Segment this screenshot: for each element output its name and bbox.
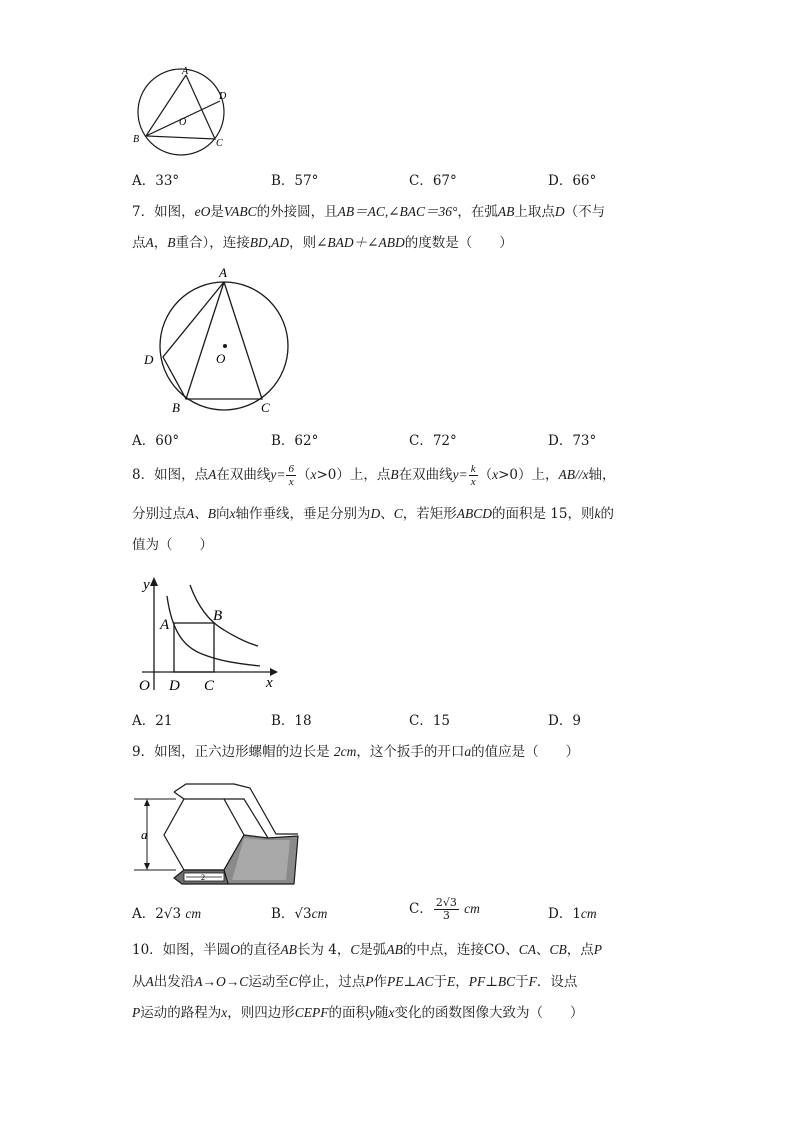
q6-option-d[interactable]: D．66°	[548, 173, 597, 189]
q10-text-line1: 10．如图，半圆O的直径AB长为 4，C是弧AB的中点，连接CO、CA、CB，点P	[132, 942, 603, 958]
q7-label-B: B	[172, 400, 180, 415]
q10-text-line3: P运动的路程为x，则四边形CEPF的面积y随x变化的函数图像大致为（ ）	[132, 1005, 584, 1021]
q9-option-c[interactable]: C． $\frac{2√3}{3}$ cm	[409, 896, 480, 922]
q8-option-b[interactable]: B．18	[271, 713, 312, 729]
q6-option-c[interactable]: C．67°	[409, 173, 457, 189]
q6-option-b[interactable]: B．57°	[271, 173, 319, 189]
q9-option-a[interactable]: A．2√3 cm	[132, 906, 202, 922]
q8-figure	[132, 572, 282, 696]
q8-option-a[interactable]: A．21	[132, 713, 173, 729]
q8-label-O: O	[139, 678, 150, 694]
q7-option-c[interactable]: C．72°	[409, 433, 457, 449]
q7-label-A: A	[219, 265, 227, 280]
q7-option-b[interactable]: B．62°	[271, 433, 319, 449]
q9-option-c-fraction: $\frac{2√3}{3}$	[435, 896, 457, 922]
q7-text-line1: 7．如图，eO是VABC的外接圆，且AB＝AC,∠BAC＝36°，在弧AB上取点D（不与	[132, 204, 606, 220]
q7-label-C: C	[261, 400, 270, 415]
q8-fraction-k-over-x: $\frac{k}{x}$	[470, 463, 476, 488]
q9-text-line1: 9．如图，正六边形螺帽的边长是 2cm，这个扳手的开口a的值应是（ ）	[132, 744, 580, 760]
q9-figure	[130, 780, 302, 888]
q8-option-d[interactable]: D．9	[548, 713, 581, 729]
q9-label-a: a	[141, 827, 148, 842]
q7-option-d[interactable]: D．73°	[548, 433, 597, 449]
q9-label-2: 2	[201, 873, 205, 882]
q7-label-O: O	[216, 351, 226, 366]
q6-label-B: B	[133, 134, 140, 145]
q8-label-B: B	[213, 608, 223, 624]
q7-figure	[138, 262, 298, 418]
q8-text-line1: 8．如图，点A在双曲线y= $\frac{6}{x}$ （x>0）上，点B在双曲线y= $\frac{k}{x}$ （x>0）上，AB//x轴，	[132, 463, 616, 488]
q8-text-line3: 值为（ ）	[132, 537, 213, 553]
q8-text-line2: 分别过点A、B向x轴作垂线，垂足分别为D、C，若矩形ABCD的面积是 15，则k的	[132, 506, 614, 522]
q6-option-a[interactable]: A．33°	[132, 173, 180, 189]
q8-label-D: D	[169, 678, 180, 694]
q9-option-b[interactable]: B．√3cm	[271, 906, 328, 922]
q8-option-c[interactable]: C．15	[409, 713, 451, 729]
q7-option-a[interactable]: A．60°	[132, 433, 180, 449]
q9-option-d[interactable]: D．1cm	[548, 906, 597, 922]
q6-label-C: C	[216, 138, 223, 149]
q6-label-D: D	[219, 91, 227, 102]
q10-text-line2: 从A出发沿A→O→C运动至C停止，过点P作PE⊥AC于E，PF⊥BC于F．设点	[132, 974, 578, 990]
q8-fraction-6-over-x: $\frac{6}{x}$	[288, 463, 294, 488]
q8-label-A: A	[160, 617, 170, 633]
q6-label-O: O	[179, 117, 187, 128]
q7-text-line2: 点A，B重合），连接BD,AD，则∠BAD＋∠ABD的度数是（ ）	[132, 235, 513, 251]
q7-label-D: D	[144, 352, 154, 367]
q8-label-C: C	[204, 678, 215, 694]
q6-figure	[128, 62, 238, 162]
q8-label-x: x	[266, 675, 273, 691]
q8-label-y: y	[143, 577, 150, 593]
q6-label-A: A	[182, 66, 189, 77]
